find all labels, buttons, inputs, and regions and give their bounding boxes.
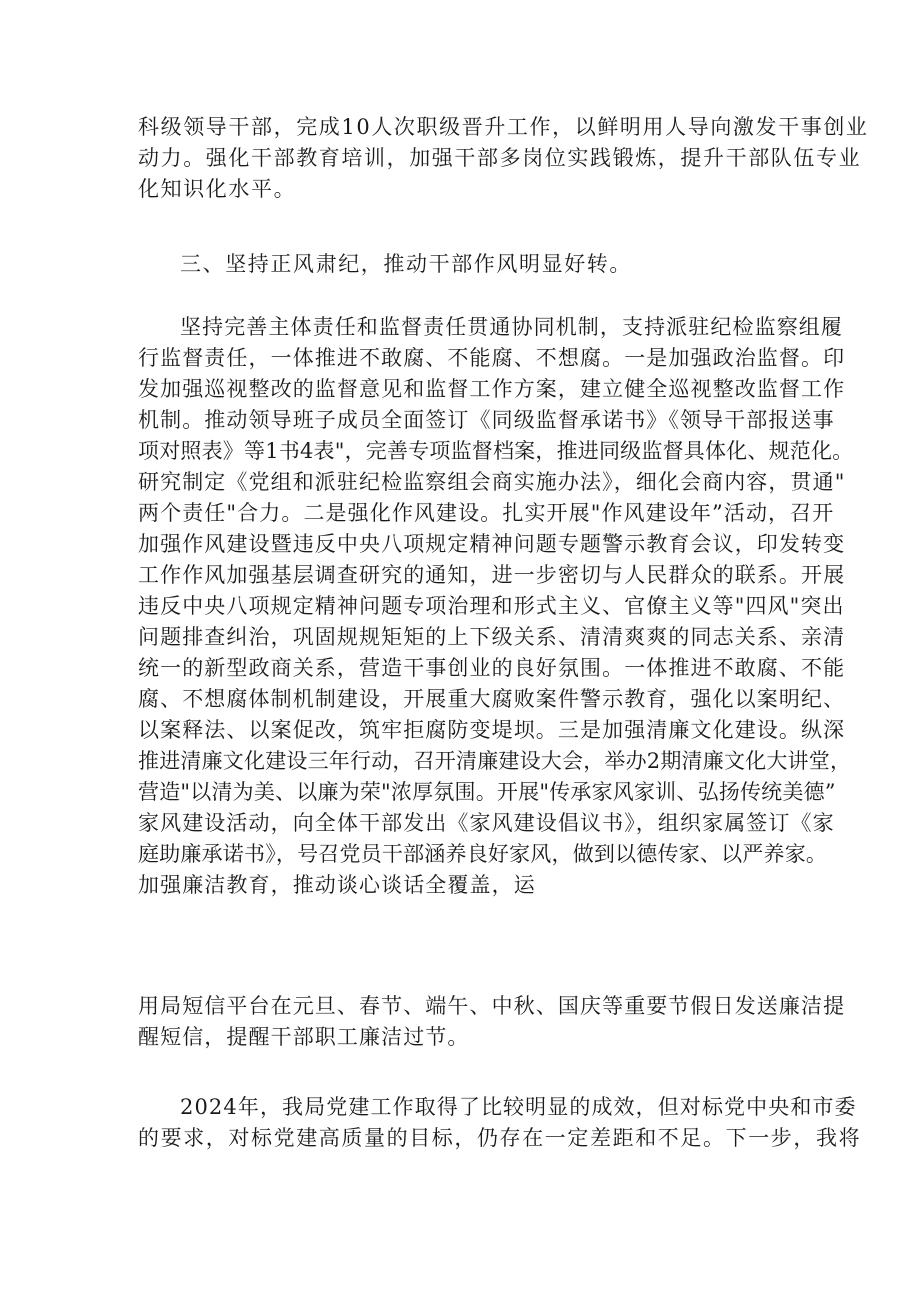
text-line: 推进清廉文化建设三年行动，召开清廉建设大会，举办2期清廉文化大讲堂， [138,749,852,773]
text-line: 2024年，我局党建工作取得了比较明显的成效，但对标党中央和市委 [180,1095,857,1119]
text-line: 用局短信平台在元旦、春节、端午、中秋、国庆等重要节假日发送廉洁提 [138,994,846,1018]
text-line: 机制。推动领导班子成员全面签订《同级监督承诺书》《领导干部报送事 [138,408,835,432]
text-line: 加强作风建设暨违反中央八项规定精神问题专题警示教育会议，印发转变 [138,532,846,556]
heading-text: 三、坚持正风肃纪，推动干部作风明显好转。 [180,252,632,276]
text-line: 两个责任"合力。二是强化作风建设。扎实开展"作风建设年”活动，召开 [138,501,835,525]
text-line: 发加强巡视整改的监督意见和监督工作方案，建立健全巡视整改监督工作 [138,377,846,401]
text-line: 以案释法、以案促改，筑牢拒腐防变堤坝。三是加强清廉文化建设。纵深 [138,718,846,742]
text-line: 统一的新型政商关系，营造干事创业的良好氛围。一体推进不敢腐、不能 [138,656,846,680]
paragraph-discipline [138,312,853,901]
text-line: 营造"以清为美、以廉为荣"浓厚氛围。开展"传承家风家训、弘扬传统美德” [138,780,836,804]
text-line: 研究制定《党组和派驻纪检监察组会商实施办法》，细化会商内容，贯通" [138,470,846,494]
text-line: 加强廉洁教育，推动谈心谈话全覆盖，运 [138,873,536,897]
text-line: 化知识化水平。 [138,177,297,201]
text-line: 动力。强化干部教育培训，加强干部多岗位实践锻炼，提升干部队伍专业 [138,146,862,170]
paragraph-summary [138,1092,861,1154]
text-line: 醒短信，提醒干部职工廉洁过节。 [138,1025,470,1049]
text-line: 坚持完善主体责任和监督责任贯通协同机制，支持派驻纪检监察组履 [180,315,843,339]
paragraph-cadre-promotion [138,112,869,205]
text-line: 违反中央八项规定精神问题专项治理和形式主义、官僚主义等"四风"突出 [138,594,845,618]
section-heading-3 [138,249,632,280]
text-line: 行监督责任，一体推进不敢腐、不能腐、不想腐。一是加强政治监督。印 [138,346,846,370]
text-line: 问题排查纠治，巩固规规矩矩的上下级关系、清清爽爽的同志关系、亲清 [138,625,846,649]
text-line: 家风建设活动，向全体干部发出《家风建设倡议书》，组织家属签订《家 [138,811,835,835]
text-line: 科级领导干部，完成10人次职级晋升工作，以鲜明用人导向激发干事创业 [138,115,869,139]
text-line: 庭助廉承诺书》，号召党员干部涵养良好家风，做到以德传家、以严养家。 [138,842,828,866]
text-line: 腐、不想腐体制机制建设，开展重大腐败案件警示教育，强化以案明纪、 [138,687,846,711]
text-line: 项对照表》等1书4表"，完善专项监督档案，推进同级监督具体化、规范化。 [138,439,854,463]
text-line: 的要求，对标党建高质量的目标，仍存在一定差距和不足。下一步，我将 [138,1126,862,1150]
paragraph-sms-reminder [138,991,845,1053]
text-line: 工作作风加强基层调查研究的通知，进一步密切与人民群众的联系。开展 [138,563,846,587]
